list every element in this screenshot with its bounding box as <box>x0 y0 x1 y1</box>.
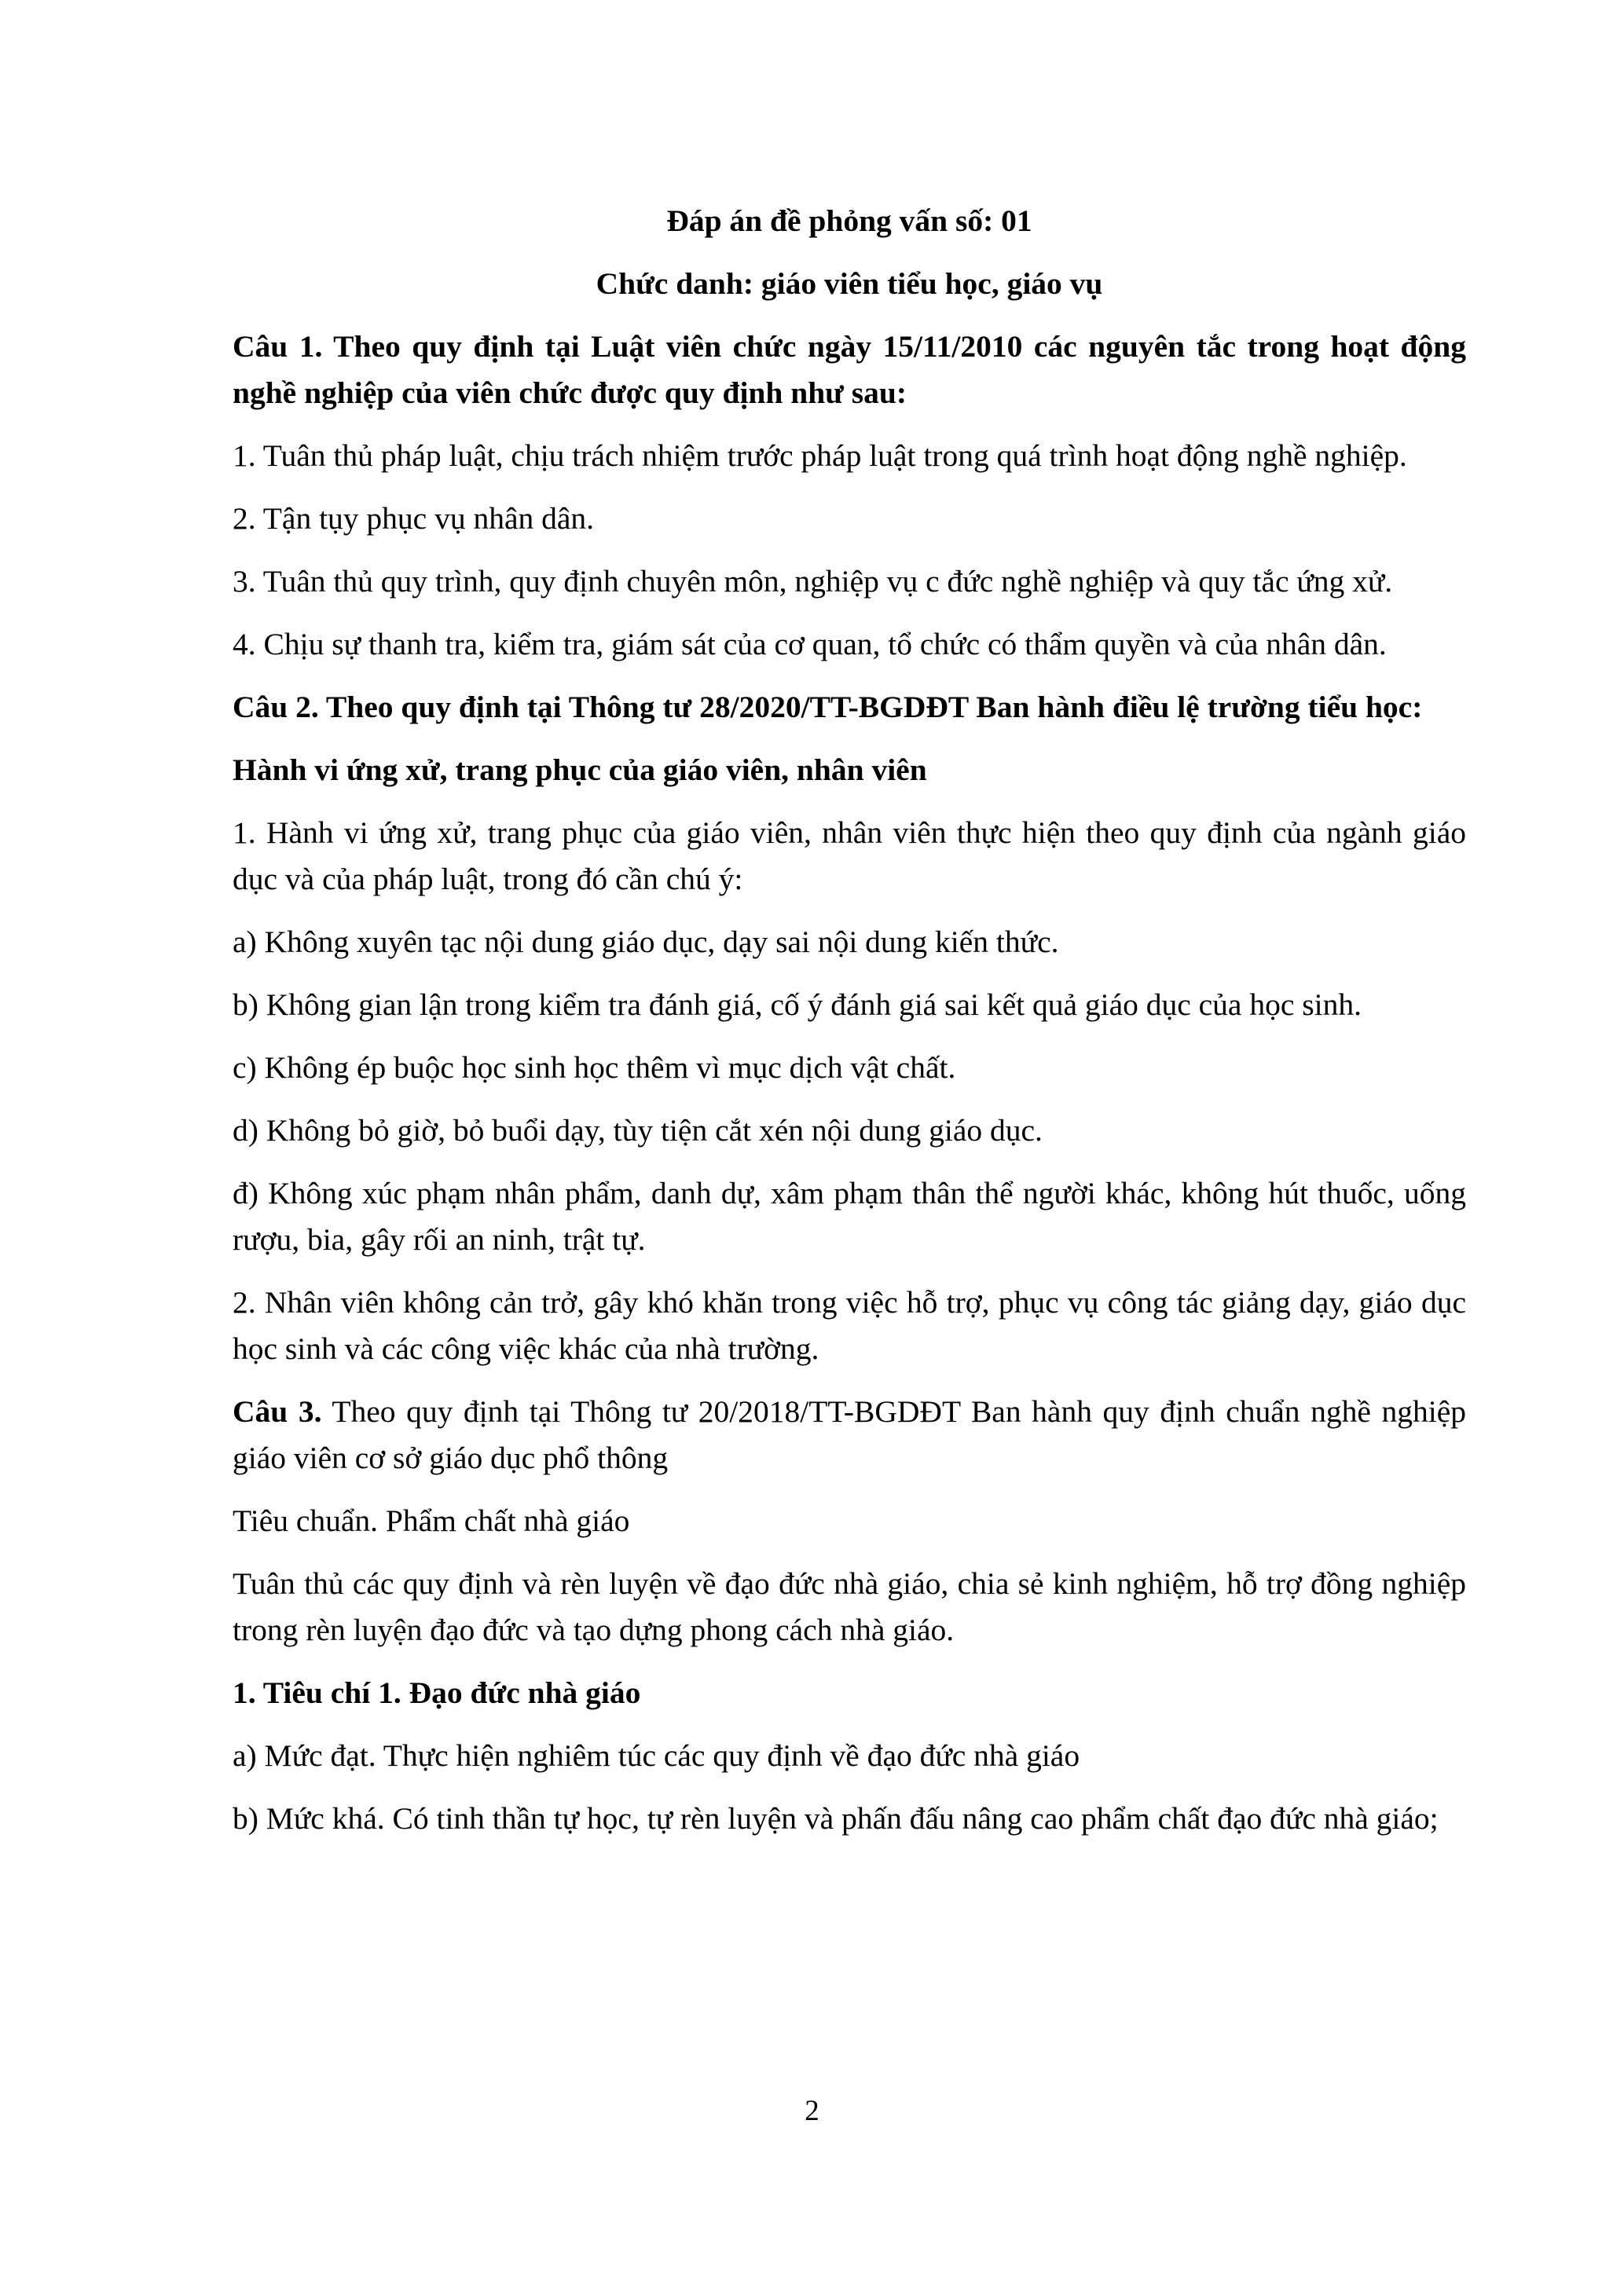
question-2-item: đ) Không xúc phạm nhân phẩm, danh dự, xâm phạm thân thể người khác, không hút thuốc, uống rượu, bia, gây rối an ninh, trật tự. <box>233 1176 1466 1257</box>
question-1-item: 3. Tuân thủ quy trình, quy định chuyên môn, nghiệp vụ c đức nghề nghiệp và quy tắc ứng xử. <box>233 564 1393 599</box>
question-1-heading: Câu 1. Theo quy định tại Luật viên chức ngày 15/11/2010 các nguyên tắc trong hoạt động nghề nghiệp của viên chức được quy định như sau: <box>233 329 1466 410</box>
question-1-item: 1. Tuân thủ pháp luật, chịu trách nhiệm trước pháp luật trong quá trình hoạt động nghề nghiệp. <box>233 438 1407 473</box>
document-page <box>233 198 1466 1858</box>
question-3-heading <box>233 1389 1466 1481</box>
question-2-heading: Câu 2. Theo quy định tại Thông tư 28/2020/TT-BGDĐT Ban hành điều lệ trường tiểu học: <box>233 690 1423 724</box>
question-3-label: Câu 3. <box>233 1394 322 1429</box>
question-2-item: 2. Nhân viên không cản trở, gây khó khăn trong việc hỗ trợ, phục vụ công tác giảng dạy, giáo dục học sinh và các công việc khác của nhà trường. <box>233 1285 1466 1366</box>
question-3-standard: Tiêu chuẩn. Phẩm chất nhà giáo <box>233 1503 630 1538</box>
question-3-level: b) Mức khá. Có tinh thần tự học, tự rèn luyện và phấn đấu nâng cao phẩm chất đạo đức nhà giáo; <box>233 1801 1439 1836</box>
page-number: 2 <box>805 2095 819 2127</box>
question-2-item: b) Không gian lận trong kiểm tra đánh giá, cố ý đánh giá sai kết quả giáo dục của học sinh. <box>233 987 1362 1022</box>
question-2-item: 1. Hành vi ứng xử, trang phục của giáo viên, nhân viên thực hiện theo quy định của ngành giáo dục và của pháp luật, trong đó cần chú ý: <box>233 815 1466 896</box>
question-3-text: Theo quy định tại Thông tư 20/2018/TT-BGDĐT Ban hành quy định chuẩn nghề nghiệp giáo viên cơ sở giáo dục phổ thông <box>233 1394 1466 1475</box>
question-3-level: a) Mức đạt. Thực hiện nghiêm túc các quy định về đạo đức nhà giáo <box>233 1738 1080 1773</box>
question-3-criterion: 1. Tiêu chí 1. Đạo đức nhà giáo <box>233 1675 641 1710</box>
document-subtitle: Chức danh: giáo viên tiểu học, giáo vụ <box>596 266 1103 301</box>
question-2-subheading: Hành vi ứng xử, trang phục của giáo viên, nhân viên <box>233 753 927 787</box>
question-2-item: c) Không ép buộc học sinh học thêm vì mục dịch vật chất. <box>233 1050 956 1085</box>
document-title: Đáp án đề phỏng vấn số: 01 <box>666 203 1032 238</box>
question-1-item: 4. Chịu sự thanh tra, kiểm tra, giám sát của cơ quan, tổ chức có thẩm quyền và của nhân dân. <box>233 627 1387 661</box>
question-3-description: Tuân thủ các quy định và rèn luyện về đạo đức nhà giáo, chia sẻ kinh nghiệm, hỗ trợ đồng nghiệp trong rèn luyện đạo đức và tạo dựng phong cách nhà giáo. <box>233 1566 1466 1647</box>
question-2-item: a) Không xuyên tạc nội dung giáo dục, dạy sai nội dung kiến thức. <box>233 925 1059 959</box>
question-2-item: d) Không bỏ giờ, bỏ buổi dạy, tùy tiện cắt xén nội dung giáo dục. <box>233 1113 1043 1148</box>
question-1-item: 2. Tận tụy phục vụ nhân dân. <box>233 501 595 536</box>
